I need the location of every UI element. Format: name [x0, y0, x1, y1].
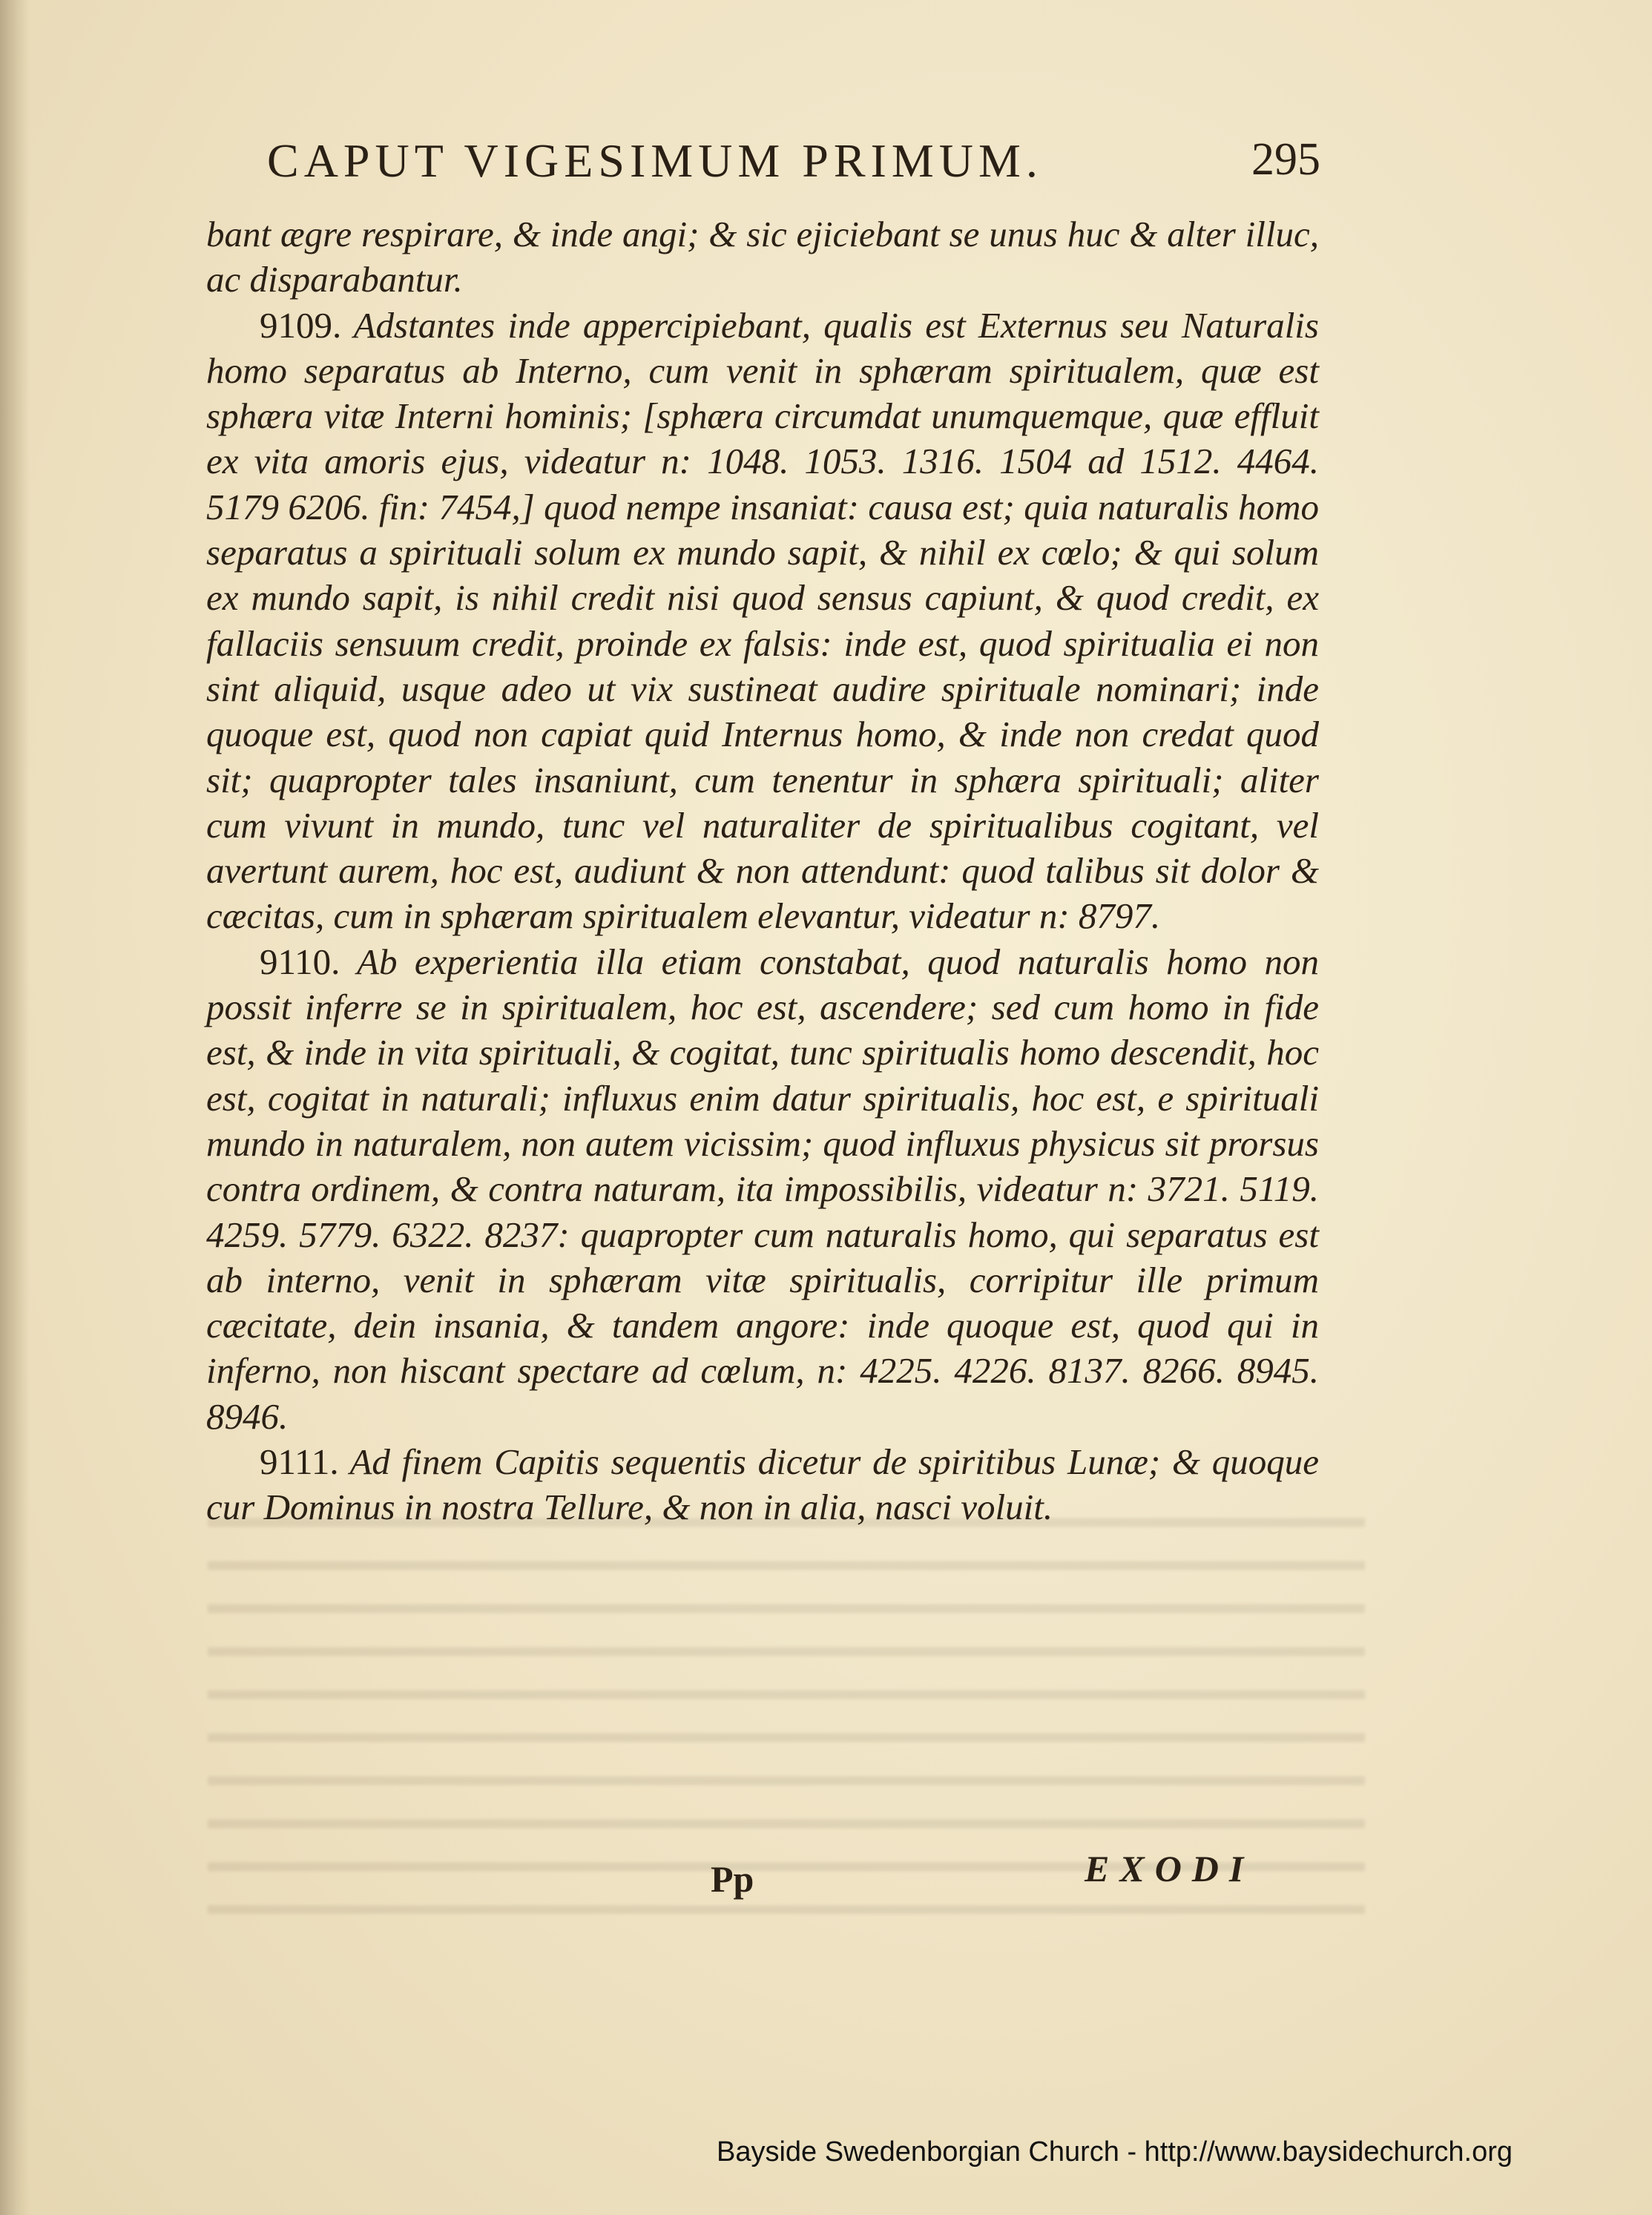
watermark-credit: Bayside Swedenborgian Church - http://www.baysidechurch.org: [717, 2136, 1513, 2168]
paragraph-text: Ab experientia illa etiam constabat, quod naturalis homo non possit inferre se in spiritualem, hoc est, ascendere; sed cum homo in fide est, & inde in vita spirituali, & cogitat, tunc spiritualis homo descendit, hoc est, cogitat in naturali; influxus enim datur spiritualis, hoc est, e spirituali mundo in naturalem, non autem vicissim; quod influxus physicus sit prorsus contra ordinem, & contra naturam, ita impossibilis, videatur n: 3721. 5119. 4259. 5779. 6322. 8237: quapropter cum naturalis homo, qui separatus est ab interno, venit in sphæram vitæ spiritualis, corripitur ille primum cæcitate, dein insania, & tandem angore: inde quoque est, quod qui in inferno, non hiscant spectare ad cœlum, n: 4225. 4226. 8137. 8266. 8945. 8946.: [206, 941, 1319, 1437]
body-text: [206, 211, 1319, 1530]
paragraph-number: 9109.: [260, 304, 342, 346]
paragraph-text: Ad finem Capitis sequentis dicetur de spiritibus Lunæ; & quoque cur Dominus in nostra Tellure, & non in alia, nasci voluit.: [206, 1441, 1319, 1528]
paragraph-number: 9111.: [260, 1441, 339, 1483]
page-header: [267, 134, 1320, 200]
signature-mark: Pp: [711, 1858, 754, 1900]
paragraph-9111: [206, 1439, 1319, 1530]
running-title: CAPUT VIGESIMUM PRIMUM.: [267, 134, 1043, 187]
paragraph-9109: [206, 303, 1319, 939]
paragraph-text: bant ægre respirare, & inde angi; & sic ejiciebant se unus huc & alter illuc, ac disparabantur.: [206, 214, 1319, 300]
paragraph-text: Adstantes inde appercipiebant, qualis est Externus seu Naturalis homo separatus ab Interno, cum venit in sphæram spiritualem, quæ est sphæra vitæ Interni hominis; [sphæra circumdat unumquemque, quæ effluit ex vita amoris ejus, videatur n: 1048. 1053. 1316. 1504 ad 1512. 4464. 5179 6206. fin: 7454,] quod nempe insaniat: causa est; quia naturalis homo separatus a spirituali solum ex mundo sapit, & nihil ex cœlo; & qui solum ex mundo sapit, is nihil credit nisi quod sensus capiunt, & quod credit, ex fallaciis sensuum credit, proinde ex falsis: inde est, quod spiritualia ei non sint aliquid, usque adeo ut vix sustineat audire spirituale nominari; inde quoque est, quod non capiat quid Internus homo, & inde non credat quod sit; quapropter tales insaniunt, cum tenentur in sphæra spirituali; aliter cum vivunt in mundo, tunc vel naturaliter de spiritualibus cogitant, vel avertunt aurem, hoc est, audiunt & non attendunt: quod talibus sit dolor & cæcitas, cum in sphæram spiritualem elevantur, videatur n: 8797.: [206, 304, 1319, 937]
page-number: 295: [1251, 134, 1320, 185]
binding-shadow: [0, 0, 30, 2215]
paragraph-number: 9110.: [260, 941, 340, 982]
paragraph-continuation: [206, 211, 1319, 303]
paragraph-9110: [206, 939, 1319, 1439]
catchword: EXODI: [1085, 1848, 1254, 1889]
